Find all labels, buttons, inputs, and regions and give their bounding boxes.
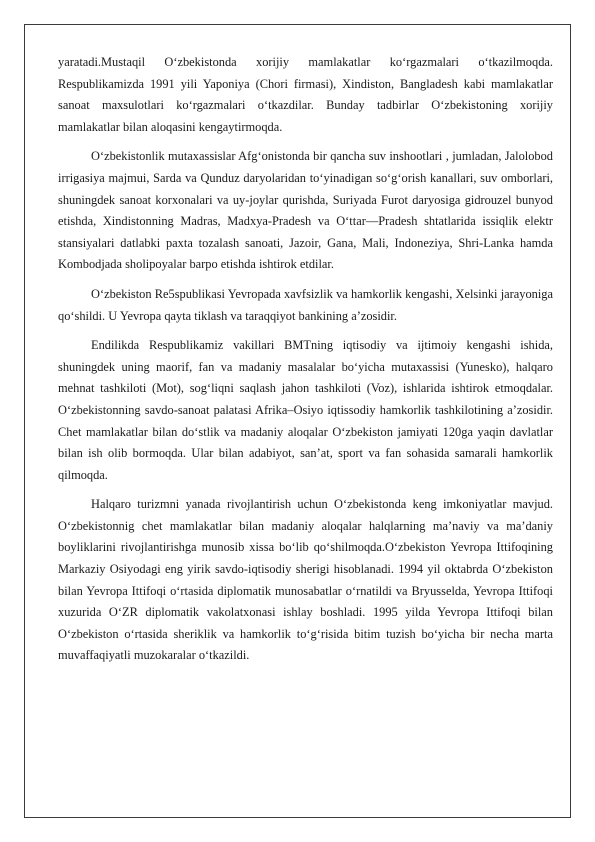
paragraph-4: Endilikda Respublikamiz vakillari BMTning iqtisodiy va ijtimoiy kengashi ishida, shuningdek uning maorif, fan va madaniy masalalar bo‘yicha mutaxassisi (Yunesko), halqaro mehnat tashkiloti (Mot), sog‘liqni saqlash jahon tashkiloti (Voz), ishlarida ishtirok etmoqdalar. O‘zbekistonning savdo-sanoat palatasi Afrika–Osiyo iqtissodiy hamkorlik tashkilotining a’zosidir. Chet mamlakatlar bilan do‘stlik va madaniy aloqalar O‘zbekiston jamiyati 120ga yaqin davlatlar bilan ish olib bormoqda. Ular bilan adabiyot, san’at, sport va fan sohasida samarali hamkorlik qilmoqda. — [58, 338, 553, 482]
document-body — [58, 52, 553, 675]
paragraph-1: yaratadi.Mustaqil O‘zbekistonda xorijiy mamlakatlar ko‘rgazmalari o‘tkazilmoqda. Respublikamizda 1991 yili Yaponiya (Chori firmasi), Xindiston, Bangladesh kabi mamlakatlar sanoat maxsulotlari ko‘rgazmalari o‘tkazdilar. Bunday tadbirlar O‘zbekistoning xorijiy mamlakatlar bilan aloqasini kengaytirmoqda. — [58, 55, 553, 134]
paragraph-3: O‘zbekiston Re5spublikasi Yevropada xavfsizlik va hamkorlik kengashi, Xelsinki jarayoniga qo‘shildi. U Yevropa qayta tiklash va taraqqiyot bankining a’zosidir. — [58, 286, 553, 323]
paragraph-5: Halqaro turizmni yanada rivojlantirish uchun O‘zbekistonda keng imkoniyatlar mavjud. O‘zbekistonnig chet mamlakatlar bilan madaniy aloqalar halqlarning ma’naviy va ma’daniy boyliklarini rivojlantirishga munosib xissa bo‘lib qo‘shilmoqda.O‘zbekiston Yevropa Ittifoqining Markaziy Osiyodagi eng yirik savdo-iqtisodiy sherigi hisoblanadi. 1994 yil oktabrda O‘zbekiston bilan Yevropa Ittifoqi o‘rtasida diplomatik munosabatlar o‘rnatildi va Bryusselda, Yevropa Ittifoqi xuzurida O‘ZR diplomatik vakolatxonasi ishlay boshladi. 1995 yilda Yevropa Ittifoqi bilan O‘zbekiston o‘rtasida sheriklik va hamkorlik to‘g‘risida bitim tuzish bo‘yicha bir necha marta muvaffaqiyatli muzokaralar o‘tkazildi. — [58, 497, 553, 663]
paragraph-2: O‘zbekistonlik mutaxassislar Afg‘onistonda bir qancha suv inshootlari , jumladan, Jalolobod irrigasiya majmui, Sarda va Qunduz daryolaridan to‘yinadigan so‘g‘orish kanallari, suv omborlari, shuningdek sanoat korxonalari va uy-joylar qurishda, Suriyada Furot daryosiga gidrouzel bunyod etishda, Xindistonning Madras, Madxya-Pradesh va O‘ttar—Pradesh shtatlarida issiqlik elektr stansiyalari datlabki paxta tozalash sanoati, Jazoir, Gana, Mali, Indoneziya, Shri-Lanka hamda Kombodjada sholipoyalar barpo etishda ishtirok etdilar. — [58, 149, 553, 272]
